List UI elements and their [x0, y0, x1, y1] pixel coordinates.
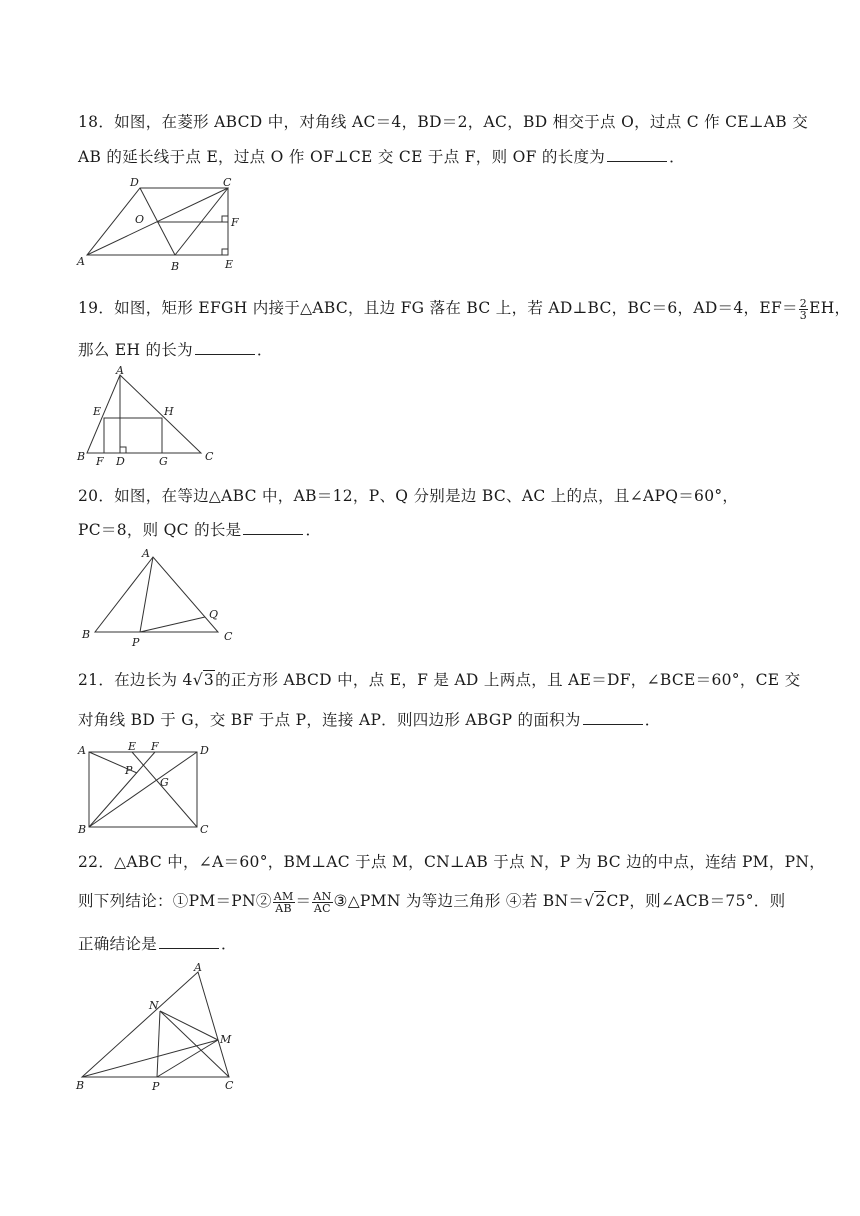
label-O: O [135, 213, 145, 226]
label-B: B [76, 1079, 85, 1092]
label-A: A [77, 255, 85, 268]
label-F: F [231, 216, 239, 229]
q22-text-c: CP，则∠ACB＝75°．则 [606, 892, 786, 910]
q21-end: ． [644, 711, 661, 729]
label-A: A [78, 744, 86, 757]
label-M: M [220, 1033, 232, 1046]
label-E: E [128, 740, 137, 753]
label-C: C [205, 450, 214, 463]
q21-text-a: 21．在边长为 4 [78, 671, 193, 689]
sqrt-2: √2 [584, 892, 606, 910]
q21-text: 对角线 BD 于 G，交 BF 于点 P，连接 AP．则四边形 ABGP 的面积为 [78, 711, 581, 729]
label-B: B [78, 823, 87, 836]
q22-text: 正确结论是 [78, 935, 158, 953]
q20-text: PC＝8，则 QC 的长是 [78, 521, 242, 539]
label-D: D [116, 455, 125, 468]
label-A: A [116, 364, 124, 377]
label-B: B [171, 260, 180, 273]
label-P: P [132, 636, 140, 649]
label-F: F [96, 455, 104, 468]
fraction-2-3: $\frac{2}{3}$ [799, 296, 808, 322]
label-N: N [149, 999, 159, 1012]
label-A: A [194, 961, 202, 974]
q19-text-a: 19．如图，矩形 EFGH 内接于△ABC，且边 FG 落在 BC 上，若 AD⊥BC，BC＝6，AD＝4，EF＝ [78, 299, 798, 317]
q22-end: ． [221, 935, 237, 953]
label-C: C [225, 1079, 234, 1092]
q20-line1: 20．如图，在等边△ABC 中，AB＝12，P、Q 分别是边 BC、AC 上的点，且∠APQ＝60°， [78, 487, 739, 505]
label-G: G [159, 455, 168, 468]
q18-text: AB 的延长线于点 E，过点 O 作 OF⊥CE 交 CE 于点 F，则 OF 的长度为 [78, 148, 606, 166]
q22-text-a: 则下列结论：①PM＝PN② [78, 892, 272, 910]
q18-end: ． [669, 148, 685, 166]
label-H: H [164, 405, 174, 418]
q20-end: ． [305, 521, 322, 539]
label-G: G [160, 776, 169, 789]
label-C: C [223, 176, 232, 189]
label-Q: Q [209, 608, 219, 621]
q21-text-b: 的正方形 ABCD 中，点 E，F 是 AD 上两点，且 AE＝DF，∠BCE＝60°，CE 交 [215, 671, 801, 689]
fraction-am-ab: $\frac{AM}{AB}$ [273, 889, 294, 915]
label-D: D [130, 176, 139, 189]
label-C: C [200, 823, 209, 836]
label-B: B [82, 628, 91, 641]
label-E: E [93, 405, 102, 418]
q19-text: 那么 EH 的长为 [78, 341, 193, 359]
label-F: F [151, 740, 159, 753]
q19-end: ． [256, 341, 273, 359]
label-P: P [152, 1080, 160, 1093]
q22-line1: 22．△ABC 中，∠A＝60°，BM⊥AC 于点 M，CN⊥AB 于点 N，P 为 BC 边的中点，连结 PM，PN， [78, 853, 826, 871]
sqrt-3: √3 [192, 671, 215, 689]
label-P: P [125, 764, 133, 777]
label-E: E [225, 258, 234, 271]
label-D: D [200, 744, 209, 757]
equals-sign: ＝ [295, 892, 312, 910]
label-B: B [77, 450, 86, 463]
q18-line1: 18．如图，在菱形 ABCD 中，对角线 AC＝4，BD＝2，AC，BD 相交于点 O，过点 C 作 CE⊥AB 交 [78, 113, 808, 131]
fraction-an-ac: $\frac{AN}{AC}$ [313, 889, 332, 915]
q22-text-b: ③△PMN 为等边三角形 ④若 BN＝ [333, 892, 585, 910]
label-C: C [224, 630, 233, 643]
label-A: A [142, 547, 150, 560]
q19-text-b: EH， [809, 299, 851, 317]
